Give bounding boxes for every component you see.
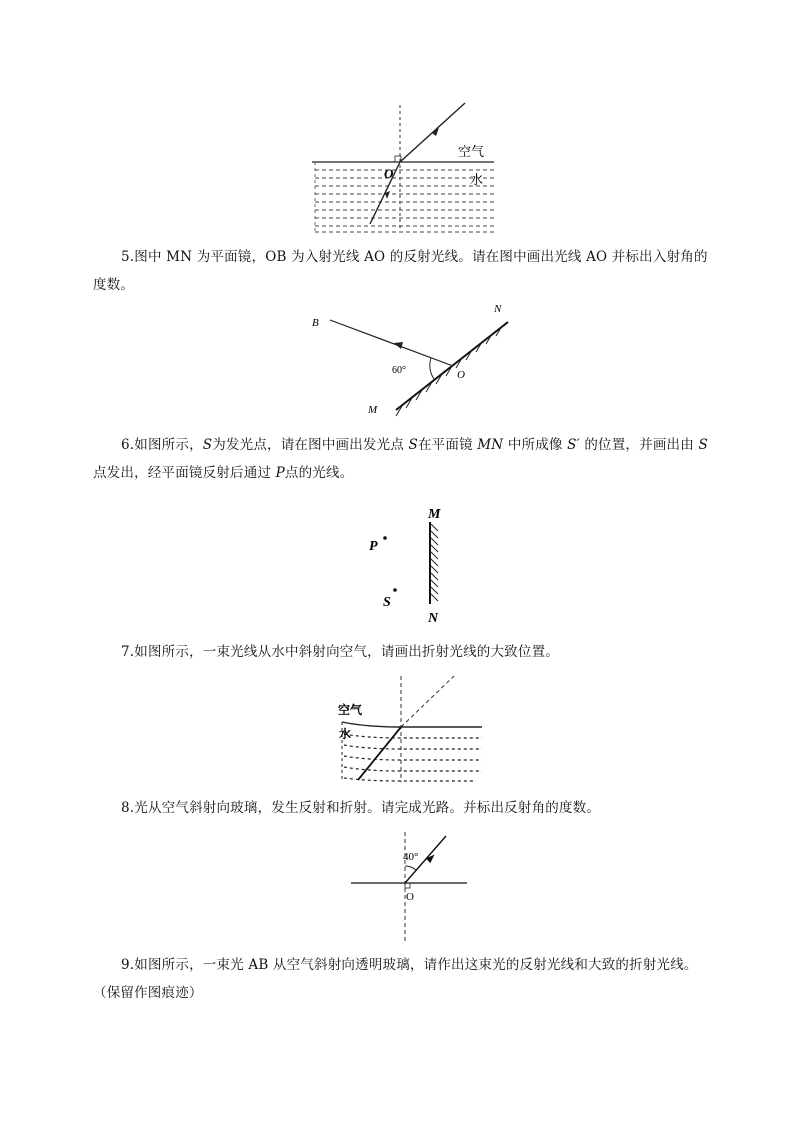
question-number: 9. (121, 957, 135, 973)
question-5 (93, 243, 711, 299)
right-angle-mark (405, 883, 410, 888)
figure-water-to-air (336, 672, 486, 790)
arrow-icon (394, 342, 403, 349)
text-segment: 点的光线。 (284, 465, 354, 481)
question-number: 7. (121, 644, 135, 660)
question-text: 光从空气斜射向玻璃，发生反射和折射。请完成光路。并标出反射角的度数。 (134, 800, 601, 816)
angle-arc (430, 358, 434, 379)
question-text: 图中 MN 为平面镜，OB 为入射光线 AO 的反射光线。请在图中画出光线 AO 并标出入射角的度数。 (93, 249, 708, 293)
figure-mirror-points (360, 500, 460, 630)
point-p (383, 536, 387, 540)
question-6 (93, 431, 711, 487)
label-o: O (406, 891, 414, 903)
symbol-s: S (202, 437, 213, 453)
label-p: P (369, 539, 378, 554)
label-s: S (383, 595, 391, 610)
label-o: O (457, 369, 465, 381)
symbol-p: P (275, 465, 285, 481)
question-7 (93, 638, 711, 666)
question-number: 6. (121, 437, 135, 453)
label-m: M (428, 507, 441, 522)
label-angle: 60° (392, 365, 406, 376)
question-number: 5. (121, 249, 135, 265)
water-hatching (344, 734, 482, 781)
figure-air-to-glass (348, 828, 472, 946)
water-surface (342, 722, 482, 727)
question-8 (93, 794, 711, 822)
question-9 (93, 951, 711, 1007)
label-point-o: O (384, 166, 394, 181)
question-number: 8. (121, 800, 135, 816)
point-s (393, 588, 397, 592)
label-air: 空气 (458, 144, 485, 159)
label-water: 水 (470, 172, 484, 187)
text-segment: 点发出，经平面镜反射后通过 (93, 465, 276, 481)
text-segment: 如图所示， (134, 437, 203, 453)
symbol-mn: MN (477, 437, 504, 453)
text-segment: 的位置，并画出由 (579, 437, 699, 453)
label-angle: 40° (403, 851, 419, 863)
label-n: N (428, 611, 439, 626)
symbol-s: S (698, 437, 708, 453)
symbol-s-prime: S′ (567, 437, 580, 453)
text-segment: 中所成像 (503, 437, 568, 453)
reflected-ray-ob (330, 320, 453, 366)
label-air: 空气 (338, 703, 363, 717)
angle-arc (405, 866, 416, 870)
incident-ray (358, 727, 401, 780)
figure-plane-mirror-reflection (310, 300, 520, 420)
label-water: 水 (339, 727, 352, 741)
label-n: N (494, 303, 502, 315)
mirror-hatching (431, 524, 438, 601)
label-m: M (368, 404, 378, 416)
question-note: （保留作图痕迹） (93, 985, 203, 1001)
text-segment: 为发光点，请在图中画出发光点 (212, 437, 409, 453)
extension-line (401, 676, 454, 727)
question-text: 如图所示，一束光线从水中斜射向空气，请画出折射光线的大致位置。 (134, 644, 559, 660)
text-segment: 在平面镜 (417, 437, 478, 453)
label-b: B (312, 317, 319, 329)
refracted-ray-air (400, 103, 465, 162)
figure-water-air-refraction (312, 100, 512, 235)
water-hatching (315, 170, 494, 232)
symbol-s: S (408, 437, 418, 453)
question-text: 如图所示，一束光 AB 从空气斜射向透明玻璃，请作出这束光的反射光线和大致的折射光线。 (134, 957, 698, 973)
